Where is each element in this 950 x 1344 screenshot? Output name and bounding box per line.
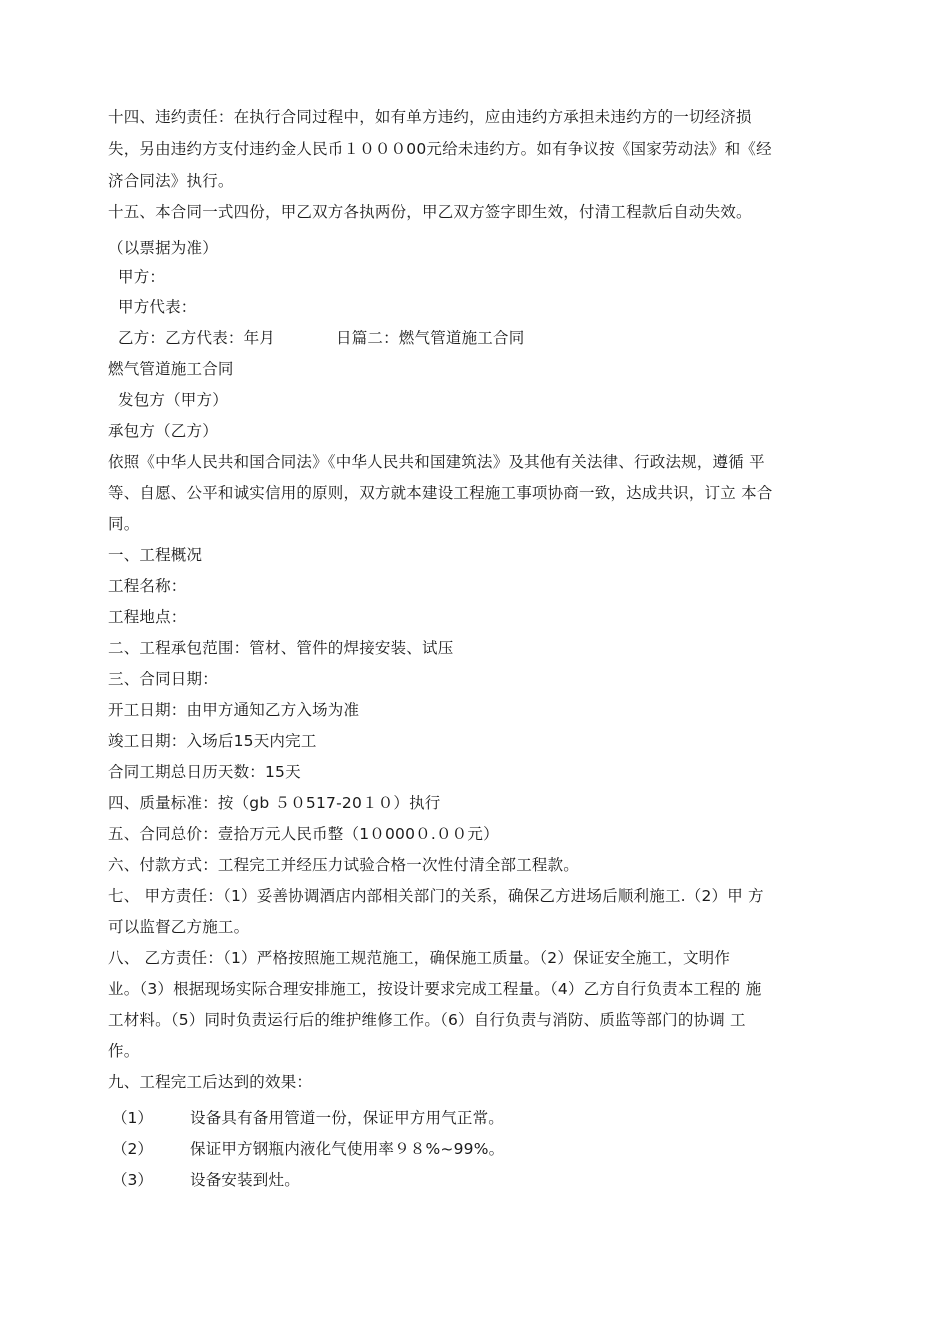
party-a-rep-label: 甲方代表： — [118, 298, 197, 316]
contractor-label: 承包方（乙方） — [108, 422, 218, 440]
party-a-label: 甲方： — [118, 268, 166, 286]
section-3-heading: 三、合同日期： — [108, 670, 218, 688]
section-two-heading: 日篇二：燃气管道施工合同 — [336, 329, 525, 347]
clause-14-line-2: 失，另由违约方支付违约金人民币１０００00元给未违约方。如有争议按《国家劳动法》和《经 — [108, 140, 772, 158]
start-date-line: 开工日期：由甲方通知乙方入场为准 — [108, 701, 360, 719]
preamble-line-2: 等、自愿、公平和诚实信用的原则，双方就本建设工程施工事项协商一致，达成共识，订立 本合 — [108, 484, 773, 502]
effect-1-number: （1） — [112, 1109, 153, 1127]
section-1-heading: 一、工程概况 — [108, 546, 203, 564]
project-name-label: 工程名称： — [108, 577, 187, 595]
section-4-quality: 四、质量标准：按（gb ５０517-20１０）执行 — [108, 794, 441, 812]
section-8-line-1: 八、 乙方责任：（1）严格按照施工规范施工，确保施工质量。（2）保证安全施工，文明作 — [108, 949, 731, 967]
effect-2-text: 保证甲方钢瓶内液化气使用率９８%~99%。 — [190, 1140, 505, 1158]
section-5-price: 五、合同总价：壹拾万元人民币整（1０000０.００元） — [108, 825, 499, 843]
effect-2-number: （2） — [112, 1140, 153, 1158]
effect-3-number: （3） — [112, 1171, 153, 1189]
clause-14-line-1: 十四、违约责任：在执行合同过程中，如有单方违约，应由违约方承担未违约方的一切经济损 — [108, 108, 752, 126]
employer-label: 发包方（甲方） — [118, 391, 228, 409]
section-7-line-2: 可以监督乙方施工。 — [108, 918, 250, 936]
section-8-line-2: 业。（3）根据现场实际合理安排施工，按设计要求完成工程量。（4）乙方自行负责本工程的 施 — [108, 980, 762, 998]
clause-15-line: 十五、本合同一式四份，甲乙双方各执两份，甲乙双方签字即生效，付清工程款后自动失效。 — [108, 203, 752, 221]
section-6-payment: 六、付款方式：工程完工并经压力试验合格一次性付清全部工程款。 — [108, 856, 580, 874]
section-8-line-3: 工材料。（5）同时负责运行后的维护维修工作。（6）自行负责与消防、质监等部门的协调 工 — [108, 1011, 746, 1029]
total-days-line: 合同工期总日历天数：15天 — [108, 763, 301, 781]
preamble-line-1: 依照《中华人民共和国合同法》《中华人民共和国建筑法》及其他有关法律、行政法规，遵循 平 — [108, 453, 765, 471]
section-2-scope: 二、工程承包范围：管材、管件的焊接安装、试压 — [108, 639, 454, 657]
section-9-heading: 九、工程完工后达到的效果： — [108, 1073, 313, 1091]
completion-date-line: 竣工日期：入场后15天内完工 — [108, 732, 317, 750]
clause-14-line-3: 济合同法》执行。 — [108, 172, 234, 190]
section-7-line-1: 七、 甲方责任：（1）妥善协调酒店内部相关部门的关系，确保乙方进场后顺利施工.（2）甲 方 — [108, 887, 764, 905]
section-8-line-4: 作。 — [108, 1042, 140, 1060]
project-location-label: 工程地点： — [108, 608, 187, 626]
receipt-note: （以票据为准） — [108, 239, 218, 257]
preamble-line-3: 同。 — [108, 515, 140, 533]
party-b-sign-line: 乙方：乙方代表：年月 — [118, 329, 276, 347]
effect-1-text: 设备具有备用管道一份，保证甲方用气正常。 — [190, 1109, 505, 1127]
contract-title: 燃气管道施工合同 — [108, 360, 234, 378]
effect-3-text: 设备安装到灶。 — [190, 1171, 300, 1189]
